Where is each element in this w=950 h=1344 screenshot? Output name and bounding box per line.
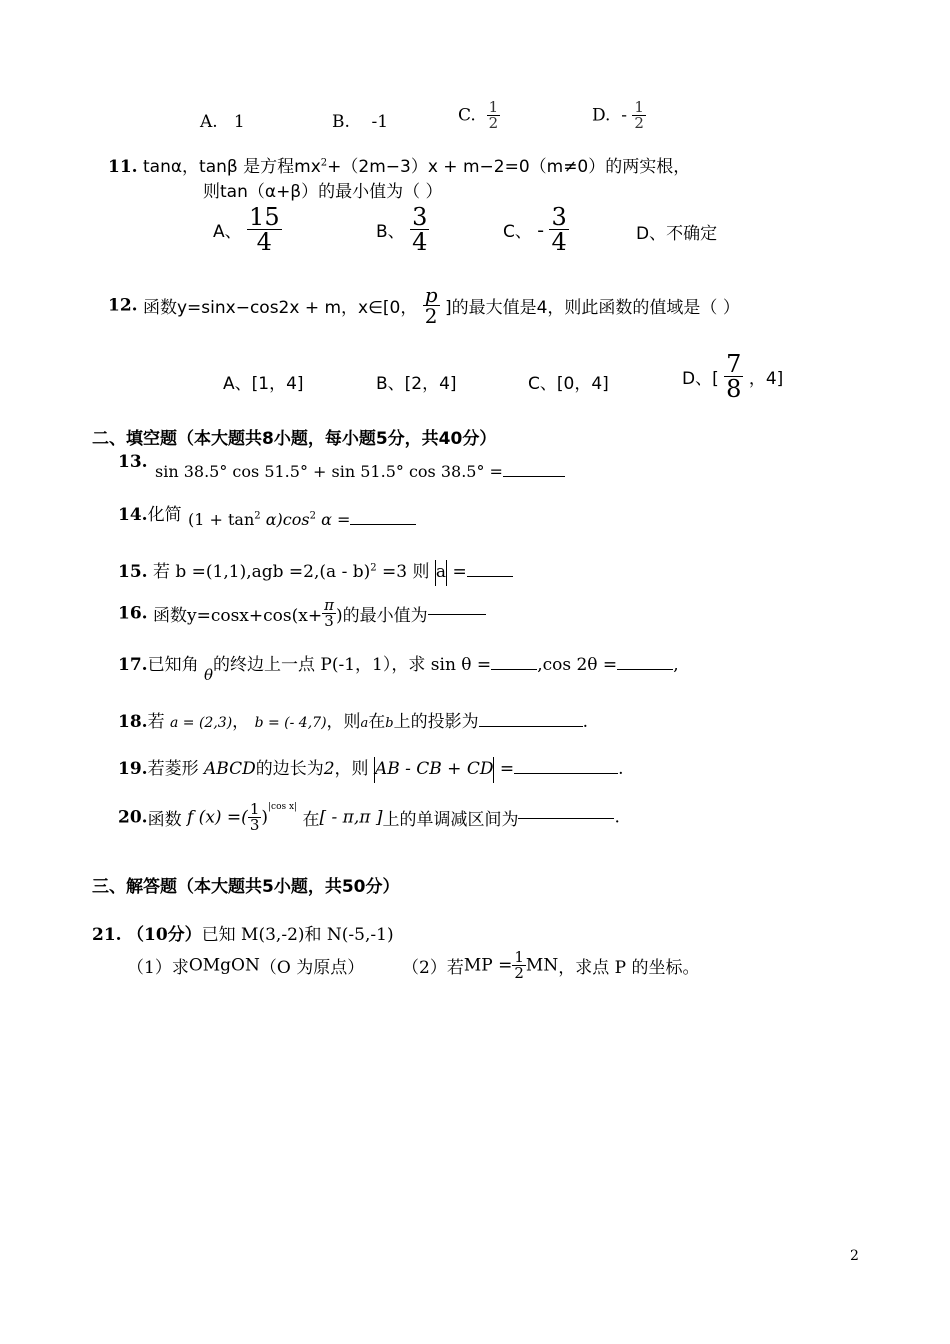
q16-line: 16. 函数y=cosx+cos(x+ $\frac{\pi}{3}$ )的最小值为	[118, 598, 486, 629]
q10-a-label: A.	[200, 112, 218, 132]
q21-line1: 21. （10分）已知 M(3,-2)和 N(-5,-1)	[92, 925, 394, 945]
q19-line: 19.若菱形 ABCD的边长为2，则 AB - CB + CD = .	[118, 754, 624, 783]
q14-line: 14.化简	[118, 505, 182, 525]
q12-number: 12.	[108, 295, 138, 316]
q20-line: 20.函数 f (x) =( $\frac{1}{3}$ )$^{|cos x|}$ 在[ - π,π ]上的单调减区间为 .	[118, 800, 620, 834]
q14-answer-blank	[350, 523, 416, 525]
page-number: 2	[850, 1248, 859, 1264]
q10-option-a	[200, 112, 245, 132]
q21-fraction: $\frac{1}{2}$	[514, 948, 524, 982]
q13-expression: sin 38.5° cos 51.5° + sin 51.5° cos 38.5° =	[155, 462, 565, 481]
q17-line: 17.已知角 θ的终边上一点 P(-1，1），求 sin θ = ,cos 2θ = ,	[118, 655, 679, 684]
section3-title: 三、解答题（本大题共5小题，共50分）	[92, 877, 400, 897]
section2-title: 二、填空题（本大题共8小题，每小题5分，共40分）	[92, 429, 497, 449]
q19-answer-blank	[514, 772, 618, 774]
q15-answer-blank	[467, 575, 513, 577]
q12-option-b: B、[2，4]	[376, 374, 457, 394]
q20-answer-blank	[518, 817, 614, 819]
q20-fraction: $\frac{1}{3}$	[249, 800, 260, 834]
q12-option-a: A、[1，4]	[223, 374, 304, 394]
q17-sin-blank	[491, 668, 537, 670]
q11-line1: 11. tanα，tanβ 是方程$mx^2+(2m-3)x + m-2=0(m\ne 0)$的两实根，	[108, 157, 691, 177]
q11-a-fraction: $\frac{15}{4}$	[249, 203, 280, 256]
q11-option-c: C、 - $\frac{3}{4}$	[503, 203, 567, 256]
q16-answer-blank	[428, 613, 486, 615]
q15-line: 15. 若 b =(1,1),agb =2,(a - b)$^2$ =3 则 a =	[118, 557, 513, 586]
q10-option-b	[332, 112, 388, 132]
q16-fraction: $\frac{\pi}{3}$	[324, 596, 334, 630]
q11-text-b: +（2m−3）x + m−2=0（m≠0）的两实根，	[327, 157, 691, 177]
q10-b-label: B.	[332, 112, 350, 132]
q10-d-fraction: $\frac{1}{2}$	[634, 98, 644, 132]
q18-answer-blank	[479, 725, 583, 727]
q18-line: 18.若 a = (2,3)， b = (- 4,7)，则a在b上的投影为 .	[118, 712, 589, 732]
q11-option-d: D、不确定	[636, 224, 718, 244]
q12-option-c: C、[0，4]	[528, 374, 609, 394]
q10-option-d: D. - $\frac{1}{2}$	[592, 98, 644, 132]
q13-number: 13.	[118, 452, 148, 472]
q21-line2: （1）求OMgON（O 为原点） （2）若MP = $\frac{1}{2}$ MN，求点 P 的坐标。	[127, 948, 700, 982]
q12-fraction: $\frac{p}{2}$	[424, 283, 438, 328]
q11-option-b: B、 $\frac{3}{4}$	[376, 203, 428, 256]
q10-c-label: C.	[458, 105, 476, 126]
q11-b-fraction: $\frac{3}{4}$	[412, 203, 428, 256]
q10-b-value: -1	[371, 112, 389, 132]
q11-number: 11.	[108, 157, 138, 177]
q14-expression: $(1 + \tan^2 \alpha)\cos^2$ α =	[188, 510, 416, 529]
q12-line: 12. 函数y=sinx−cos2x + m，x∈[0， $\frac{p}{2}$ ]的最大值是4，则此函数的值域是（ ）	[108, 283, 740, 328]
q12-option-d: D、[ $\frac{7}{8}$ ，4]	[682, 350, 784, 403]
q10-d-label: D.	[592, 105, 611, 126]
q10-a-value: 1	[233, 112, 245, 132]
q11-line2: 则tan（α+β）的最小值为（ ）	[203, 182, 443, 202]
q13-answer-blank	[503, 475, 565, 477]
q10-option-c	[458, 100, 500, 131]
q12-d-fraction: $\frac{7}{8}$	[726, 350, 742, 403]
q17-cos-blank	[617, 668, 673, 670]
q11-option-a: A、 $\frac{15}{4}$	[213, 203, 280, 256]
q10-c-fraction: $\frac{1}{2}$	[488, 98, 499, 132]
q11-c-fraction: $\frac{3}{4}$	[551, 203, 567, 256]
q11-text-a: tanα，tanβ 是方程mx	[142, 157, 321, 177]
